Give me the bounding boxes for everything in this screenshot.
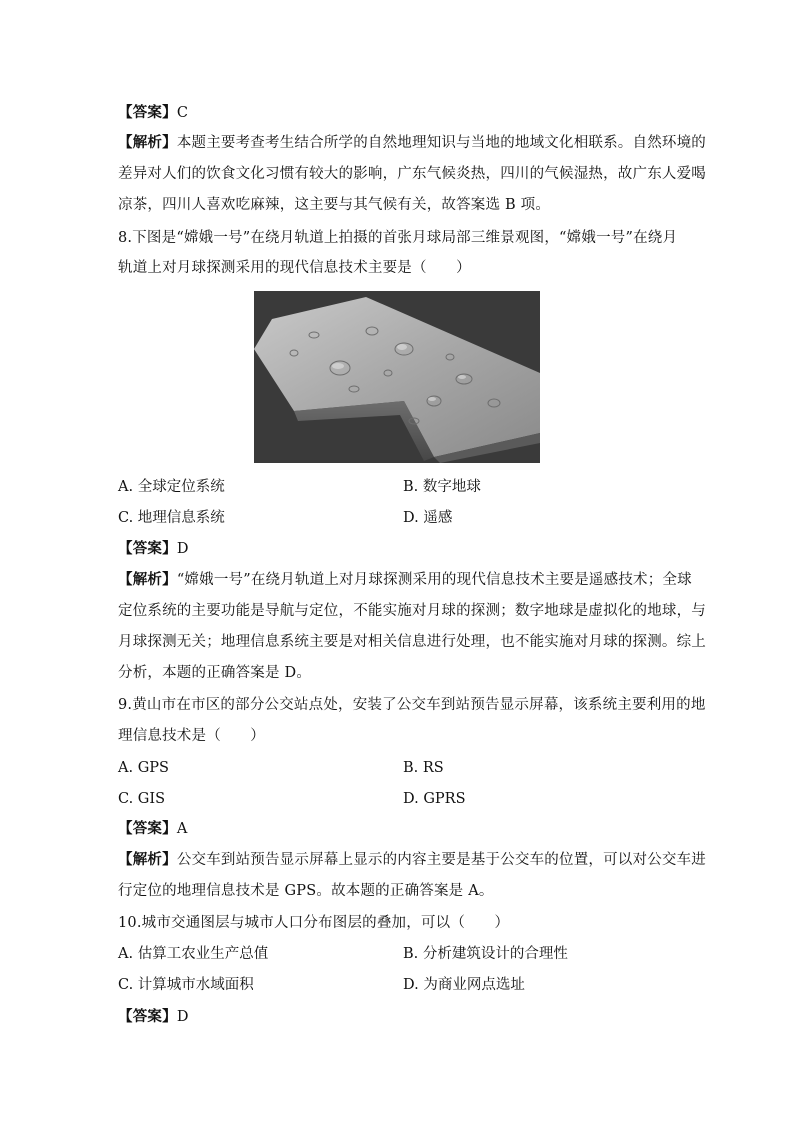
moon-terrain-graphic	[254, 291, 540, 463]
q8-option-d: D. 遥感	[403, 510, 453, 526]
q9-option-c: C. GIS	[118, 791, 166, 807]
q8-analysis-line-4: 分析，本题的正确答案是 D。	[118, 665, 312, 681]
q8-stem-line-1: 8.下图是“嫦娥一号”在绕月轨道上拍摄的首张月球局部三维景观图，“嫦娥一号”在绕月	[118, 230, 678, 246]
q9-analysis-line-1: 【解析】公交车到站预告显示屏幕上显示的内容主要是基于公交车的位置，可以对公交车进	[118, 851, 707, 868]
q10-option-a: A. 估算工农业生产总值	[118, 946, 269, 962]
q9-option-a: A. GPS	[118, 760, 169, 776]
q9-option-b: B. RS	[403, 760, 444, 776]
q7-analysis-line-2: 差异对人们的饮食文化习惯有较大的影响，广东气候炎热，四川的气候湿热，故广东人爱喝	[118, 166, 706, 182]
q8-option-b: B. 数字地球	[403, 479, 481, 495]
q10-stem-line-1: 10.城市交通图层与城市人口分布图层的叠加，可以（ ）	[118, 915, 510, 931]
q9-stem-line-1: 9.黄山市在市区的部分公交站点处，安装了公交车到站预告显示屏幕，该系统主要利用的地	[118, 697, 706, 713]
q9-stem-line-2: 理信息技术是（ ）	[118, 728, 265, 744]
q10-option-d: D. 为商业网点选址	[403, 977, 525, 993]
q8-analysis-line-3: 月球探测无关；地理信息系统主要是对相关信息进行处理，也不能实施对月球的探测。综上	[118, 634, 706, 650]
q7-analysis-line-1: 【解析】本题主要考查考生结合所学的自然地理知识与当地的地域文化相联系。自然环境的	[118, 134, 707, 151]
q7-analysis-line-3: 凉茶，四川人喜欢吃麻辣，这主要与其气候有关，故答案选 B 项。	[118, 197, 551, 213]
q8-analysis-line-2: 定位系统的主要功能是导航与定位，不能实施对月球的探测；数字地球是虚拟化的地球，与	[118, 603, 706, 619]
q10-option-c: C. 计算城市水域面积	[118, 977, 254, 993]
moon-3d-terrain-image	[254, 291, 540, 463]
q10-option-b: B. 分析建筑设计的合理性	[403, 946, 568, 962]
q9-option-d: D. GPRS	[403, 791, 466, 807]
q10-answer: 【答案】D	[118, 1008, 189, 1025]
q8-answer: 【答案】D	[118, 540, 189, 557]
q8-option-a: A. 全球定位系统	[118, 479, 225, 495]
q8-analysis-line-1: 【解析】“嫦娥一号”在绕月轨道上对月球探测采用的现代信息技术主要是遥感技术；全球	[118, 571, 692, 588]
q8-option-c: C. 地理信息系统	[118, 510, 225, 526]
q7-answer: 【答案】C	[118, 104, 189, 121]
q9-analysis-line-2: 行定位的地理信息技术是 GPS。故本题的正确答案是 A。	[118, 883, 494, 899]
q8-stem-line-2: 轨道上对月球探测采用的现代信息技术主要是（ ）	[118, 260, 471, 276]
q9-answer: 【答案】A	[118, 820, 188, 837]
